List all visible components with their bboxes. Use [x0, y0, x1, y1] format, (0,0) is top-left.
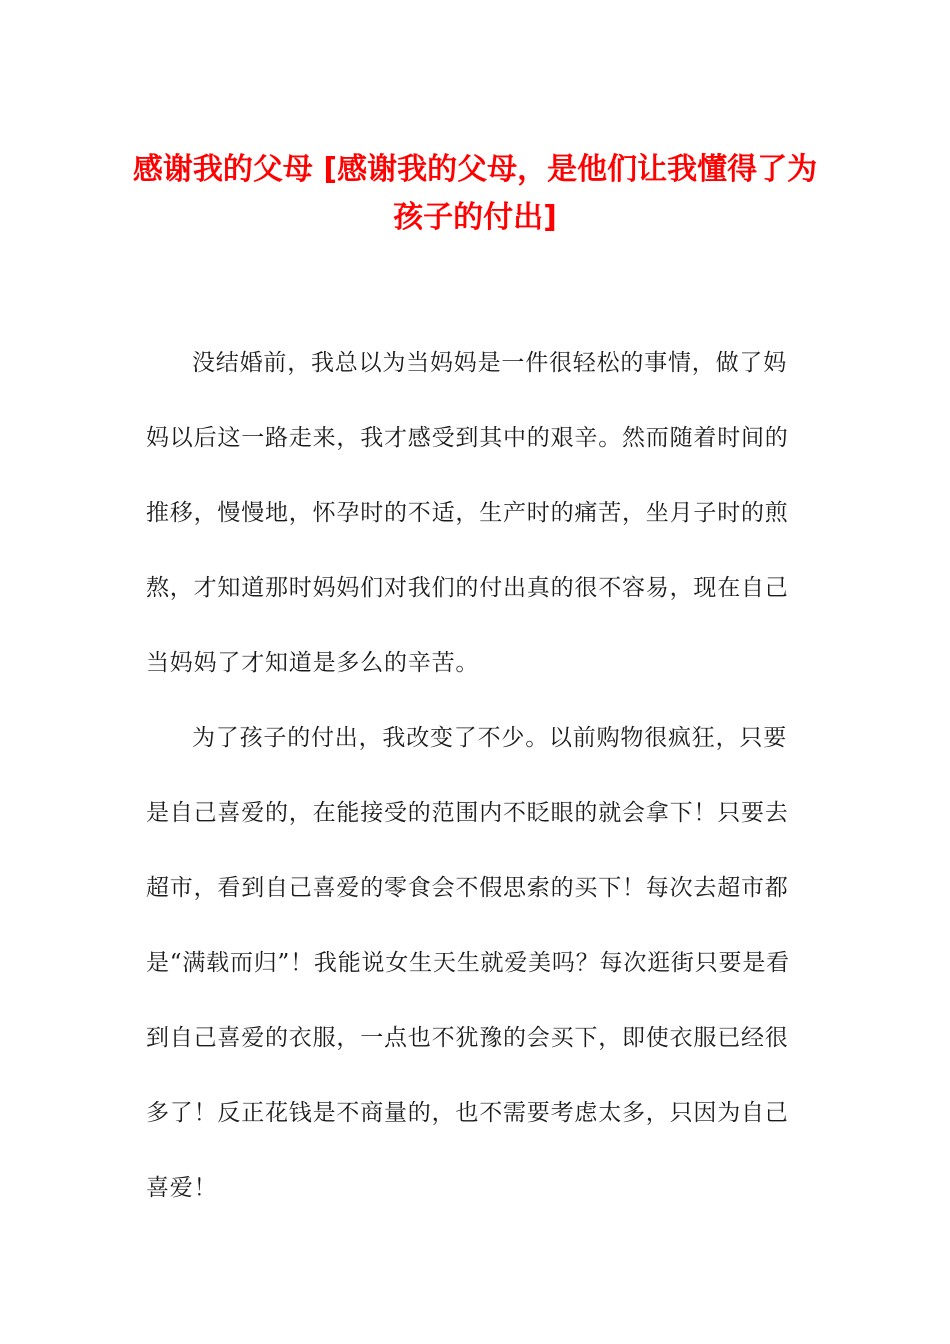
paragraph-2: 为了孩子的付出，我改变了不少。以前购物很疯狂，只要是自己喜爱的，在能接受的范围内不眨眼的就会拿下！只要去超市，看到自己喜爱的零食会不假思索的买下！每次去超市都是“满载而归”！我能说女生天生就爱美吗？每次逛街只要是看到自己喜爱的衣服，一点也不犹豫的会买下，即使衣服已经很多了！反正花钱是不商量的，也不需要考虑太多，只因为自己喜爱！: [146, 725, 790, 1201]
document-title: 感谢我的父母 [感谢我的父母，是他们让我懂得了为孩子的付出]: [132, 152, 818, 235]
paragraph-1: 没结婚前，我总以为当妈妈是一件很轻松的事情，做了妈妈以后这一路走来，我才感受到其中的艰辛。然而随着时间的推移，慢慢地，怀孕时的不适，生产时的痛苦，坐月子时的煎熬，才知道那时妈妈们对我们的付出真的很不容易，现在自己当妈妈了才知道是多么的辛苦。: [146, 350, 789, 676]
document-body: [146, 326, 801, 1226]
